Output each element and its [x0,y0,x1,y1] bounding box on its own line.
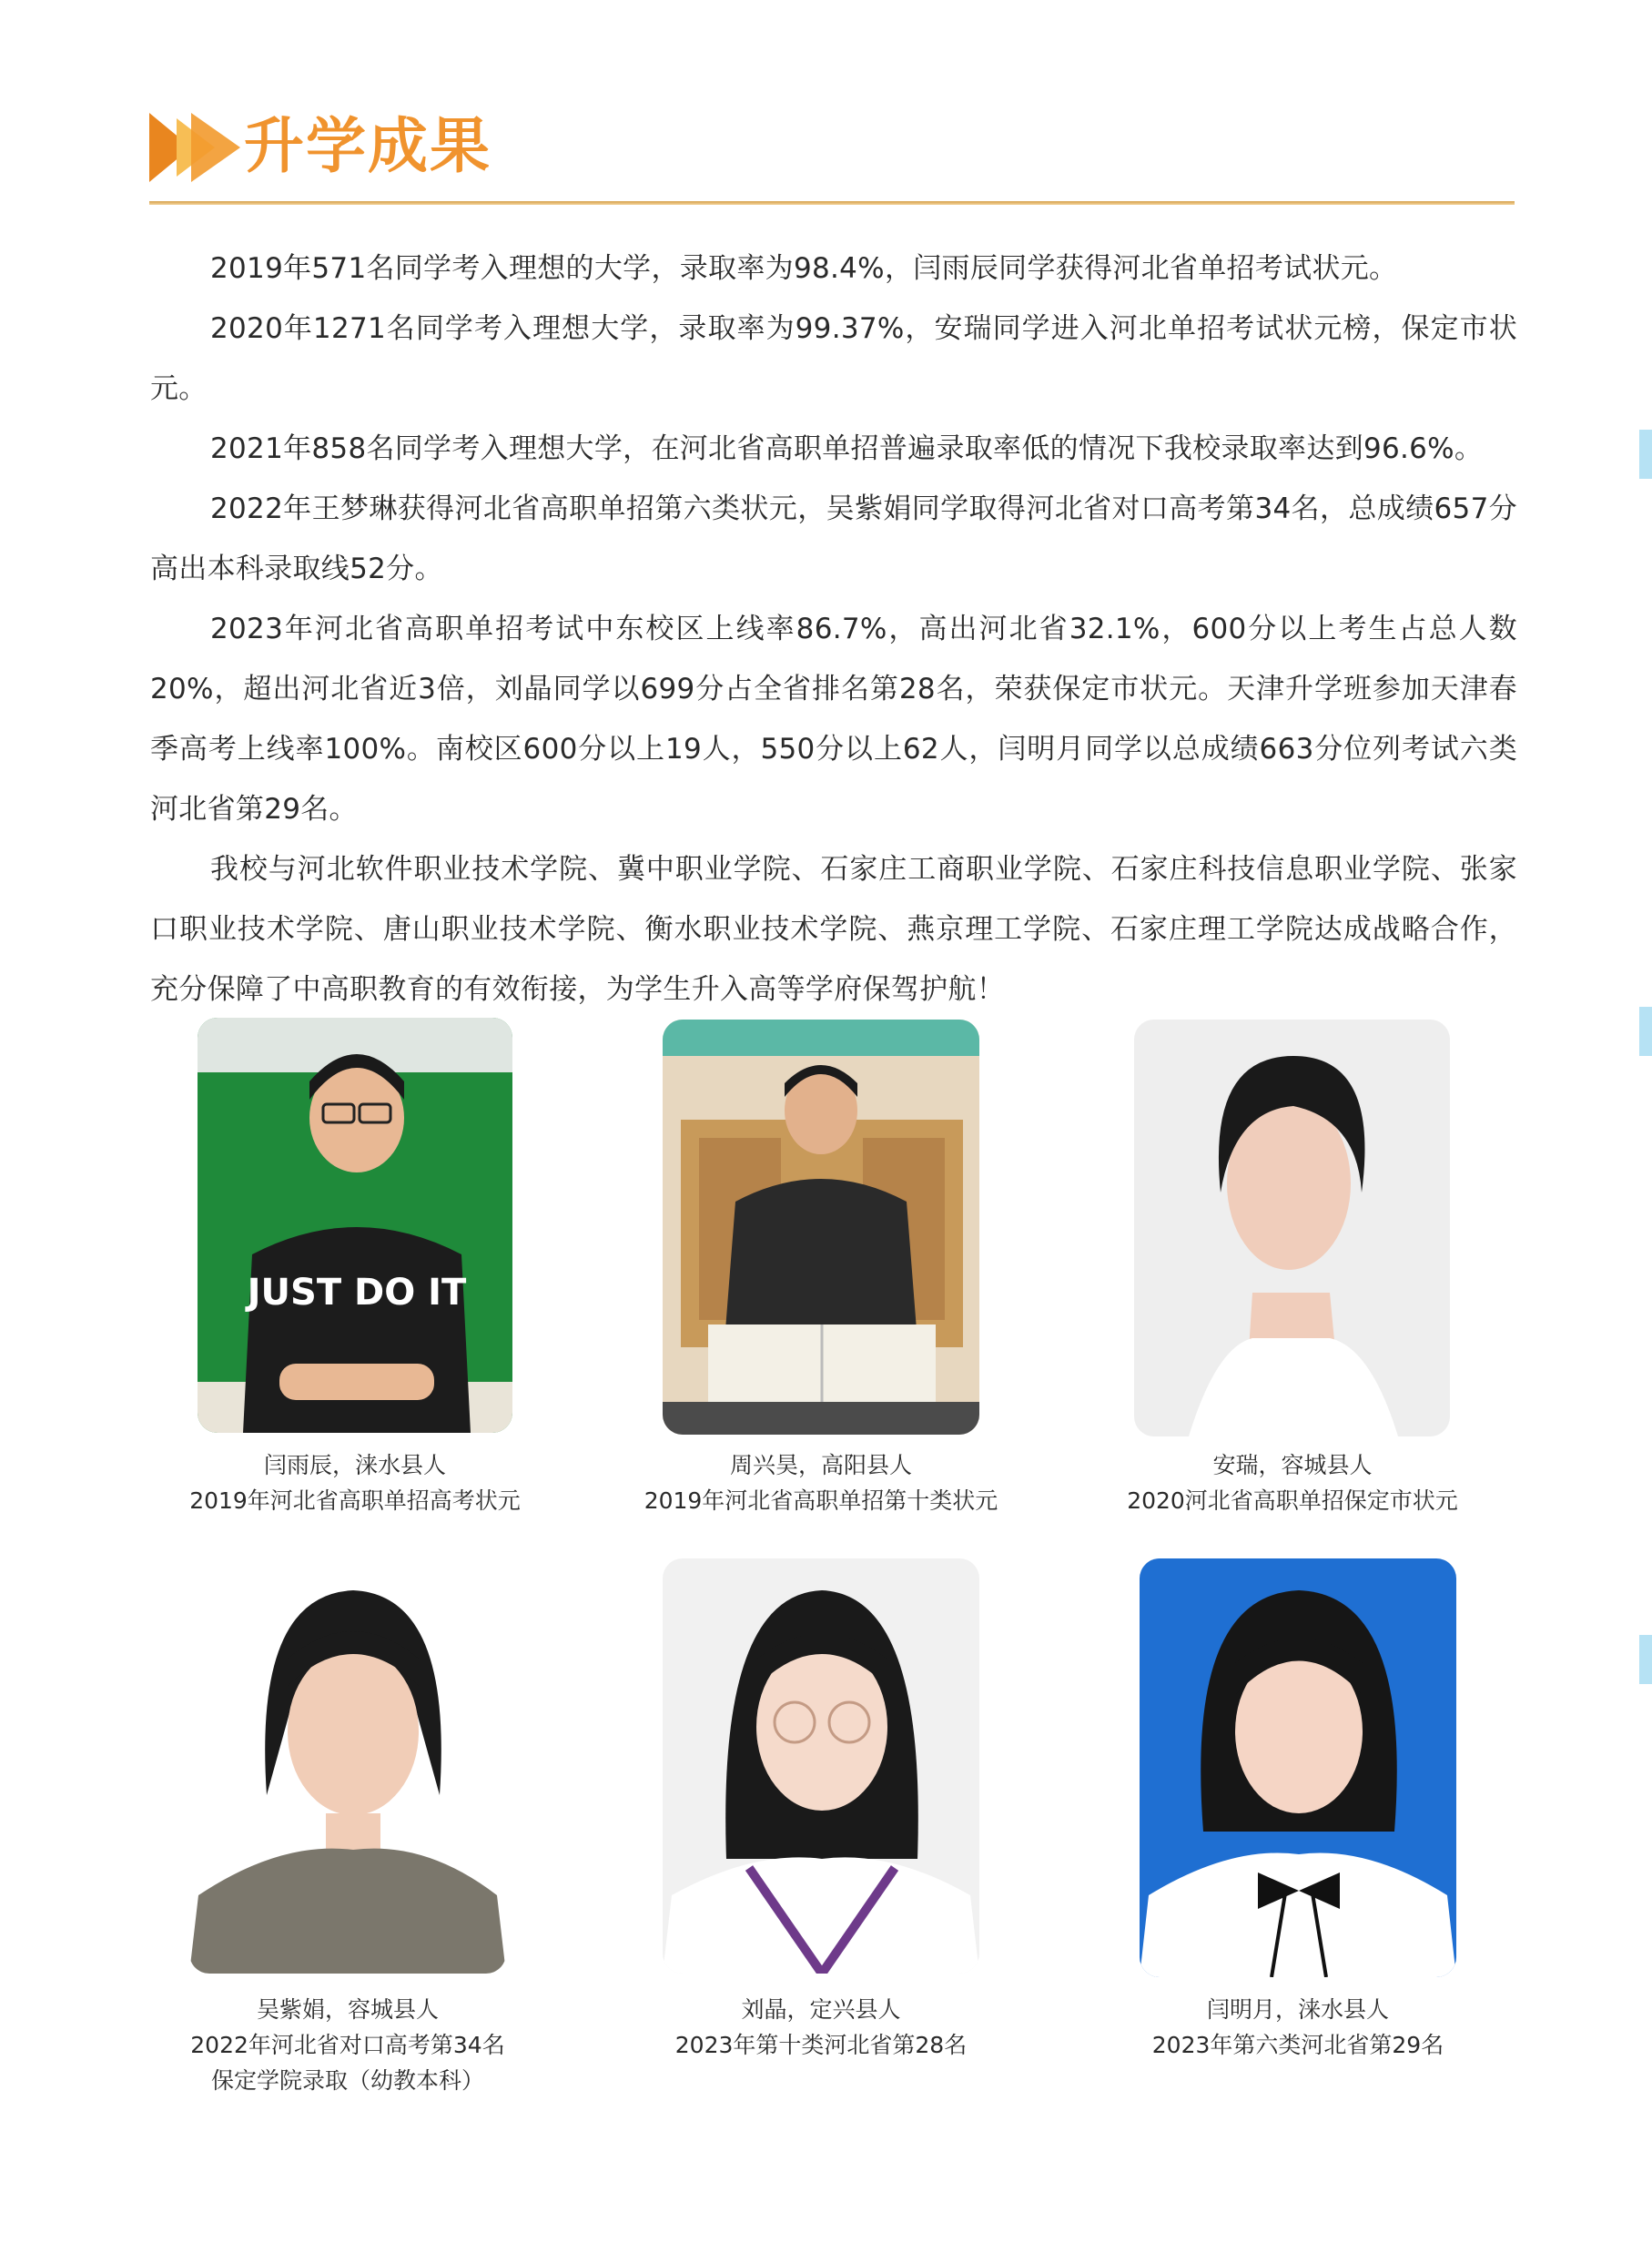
student-photo [198,1018,512,1433]
student-name-hometown: 安瑞，容城县人 [1212,1452,1373,1478]
page-edge-tab [1639,1007,1652,1056]
page-edge-tab [1639,1635,1652,1684]
student-achievement: 2019年河北省高职单招高考状元 [189,1487,521,1514]
student-photo [1134,1020,1450,1436]
student-name-hometown: 刘晶，定兴县人 [741,1996,901,2023]
student-photo [189,1558,506,1974]
student-caption [166,1992,530,2098]
paragraph-2019: 2019年571名同学考入理想的大学，录取率为98.4%，闫雨辰同学获得河北省单招考试状元。 [210,252,1398,285]
student-achievement: 2019年河北省高职单招第十类状元 [644,1487,998,1514]
student-achievement: 2022年河北省对口高考第34名 [190,2032,505,2058]
paragraph-partners: 我校与河北软件职业技术学院、冀中职业学院、石家庄工商职业学院、石家庄科技信息职业学院、张家口职业技术学院、唐山职业技术学院、衡水职业技术学院、燕京理工学院、石家庄理工学院达成战略合作，充分保障了中高职教育的有效衔接，为学生升入高等学府保驾护航！ [150,853,1517,1006]
double-arrow-icon [149,113,240,182]
student-photo [663,1558,979,1974]
student-achievement: 2023年第六类河北省第29名 [1151,2032,1444,2058]
student-caption [1110,1447,1475,1518]
student-achievement: 2023年第十类河北省第28名 [674,2032,968,2058]
title-divider [149,201,1515,205]
paragraph-2020: 2020年1271名同学考入理想大学，录取率为99.37%，安瑞同学进入河北单招考试状元榜，保定市状元。 [150,312,1517,405]
student-caption [637,1447,1005,1518]
student-name-hometown: 闫明月，涞水县人 [1206,1996,1389,2023]
student-achievement: 2020河北省高职单招保定市状元 [1127,1487,1458,1514]
student-caption [639,1992,1003,2063]
student-caption [173,1447,537,1518]
student-admission: 保定学院录取（幼教本科） [210,2067,484,2094]
student-photo [1140,1558,1456,1977]
page-edge-tab [1639,430,1652,479]
student-caption [1116,1992,1480,2063]
shirt-text: JUST DO IT [247,1272,467,1314]
paragraph-2023: 2023年河北省高职单招考试中东校区上线率86.7%，高出河北省32.1%，600分以上考生占总人数20%，超出河北省近3倍，刘晶同学以699分占全省排名第28名，荣获保定市状元。天津升学班参加天津春季高考上线率100%。南校区600分以上19人，550分以上62人，闫明月同学以总成绩663分位列考试六类河北省第29名。 [150,613,1517,826]
page-title: 升学成果 [244,110,492,181]
paragraph-2021: 2021年858名同学考入理想大学，在河北省高职单招普遍录取率低的情况下我校录取率达到96.6%。 [210,432,1484,465]
student-photo [663,1020,979,1435]
student-name-hometown: 吴紫娟，容城县人 [256,1996,439,2023]
intro-text [150,239,1517,1020]
paragraph-2022: 2022年王梦琳获得河北省高职单招第六类状元，吴紫娟同学取得河北省对口高考第34名，总成绩657分高出本科录取线52分。 [150,492,1517,585]
student-name-hometown: 周兴昊，高阳县人 [729,1452,912,1478]
student-name-hometown: 闫雨辰，涞水县人 [263,1452,446,1478]
